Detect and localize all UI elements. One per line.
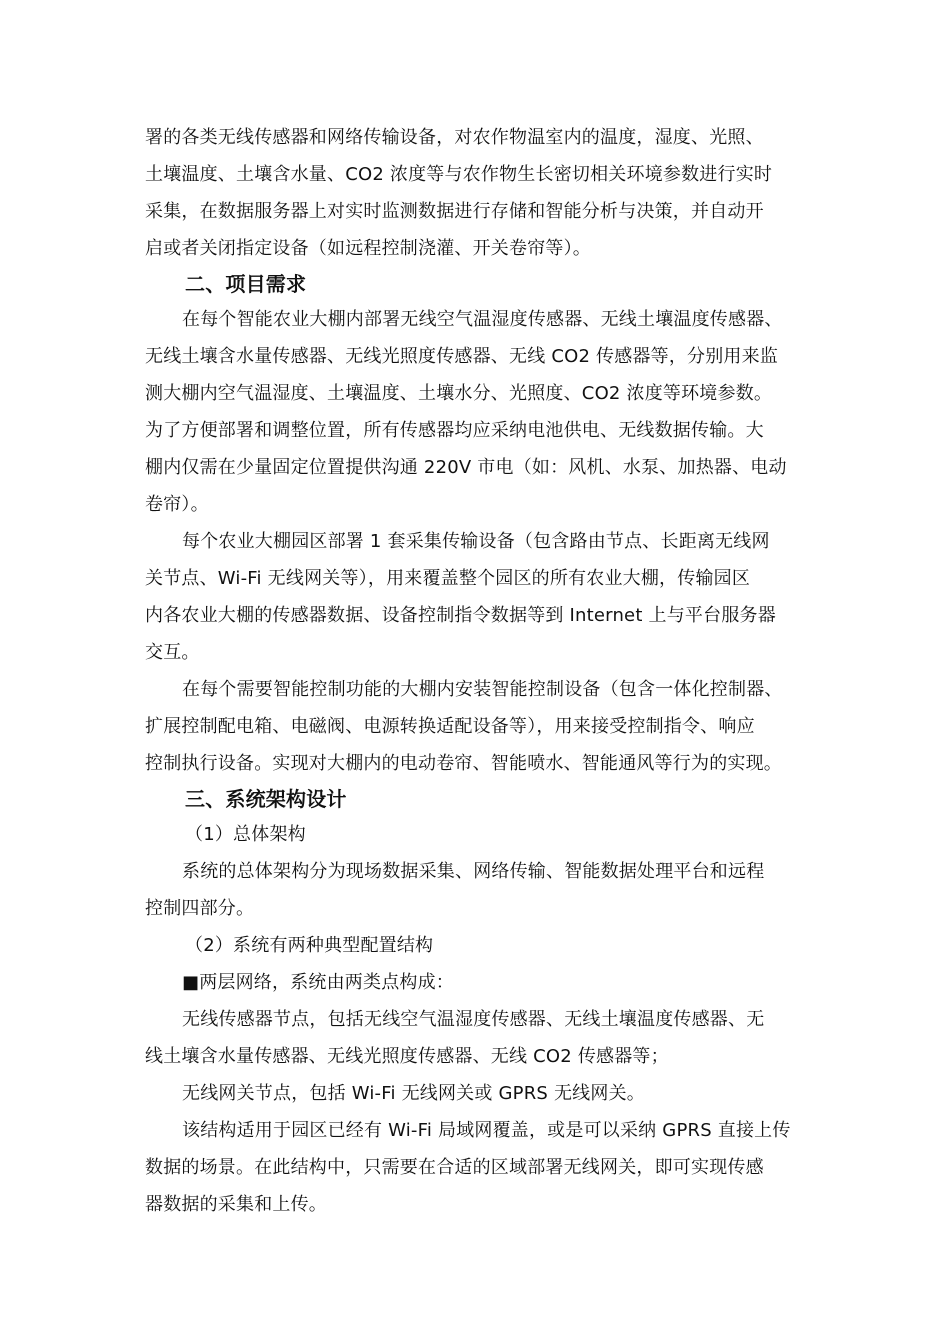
intro-line: 署的各类无线传感器和网络传输设备，对农作物温室内的温度，湿度、光照、 <box>145 127 764 148</box>
paragraph-line: 数据的场景。在此结构中，只需要在合适的区域部署无线网关，即可实现传感 <box>145 1157 764 1178</box>
paragraph-line: 线土壤含水量传感器、无线光照度传感器、无线 CO2 传感器等； <box>145 1046 669 1067</box>
paragraph-line: 在每个需要智能控制功能的大棚内安装智能控制设备（包含一体化控制器、 <box>182 679 783 700</box>
intro-line: 土壤温度、土壤含水量、CO2 浓度等与农作物生长密切相关环境参数进行实时 <box>145 164 773 185</box>
paragraph-line: 器数据的采集和上传。 <box>145 1194 327 1215</box>
subheading-config: （2）系统有两种典型配置结构 <box>185 935 434 956</box>
section-heading-requirements: 二、项目需求 <box>185 272 307 296</box>
paragraph-line: 控制四部分。 <box>145 898 255 919</box>
paragraph-line: 棚内仅需在少量固定位置提供沟通 220V 市电（如：风机、水泵、加热器、电动 <box>145 457 787 478</box>
paragraph-line: 控制执行设备。实现对大棚内的电动卷帘、智能喷水、智能通风等行为的实现。 <box>145 753 782 774</box>
paragraph-line: 为了方便部署和调整位置，所有传感器均应采纳电池供电、无线数据传输。大 <box>145 420 764 441</box>
paragraph-line: 卷帘）。 <box>145 494 209 515</box>
paragraph-line: 测大棚内空气温湿度、土壤温度、土壤水分、光照度、CO2 浓度等环境参数。 <box>145 383 773 404</box>
paragraph-line: 系统的总体架构分为现场数据采集、网络传输、智能数据处理平台和远程 <box>182 861 765 882</box>
intro-line: 采集，在数据服务器上对实时监测数据进行存储和智能分析与决策，并自动开 <box>145 201 764 222</box>
document-page <box>145 119 813 1223</box>
paragraph-line: 每个农业大棚园区部署 1 套采集传输设备（包含路由节点、长距离无线网 <box>182 531 770 552</box>
paragraph-line: 无线网关节点，包括 Wi-Fi 无线网关或 GPRS 无线网关。 <box>182 1083 645 1104</box>
paragraph-line: 无线土壤含水量传感器、无线光照度传感器、无线 CO2 传感器等，分别用来监 <box>145 346 779 367</box>
paragraph-line: 该结构适用于园区已经有 Wi-Fi 局域网覆盖，或是可以采纳 GPRS 直接上传 <box>182 1120 791 1141</box>
paragraph-line: 无线传感器节点，包括无线空气温湿度传感器、无线土壤温度传感器、无 <box>182 1009 765 1030</box>
intro-line: 启或者关闭指定设备（如远程控制浇灌、开关卷帘等）。 <box>145 238 591 259</box>
paragraph-line: 扩展控制配电箱、电磁阀、电源转换适配设备等），用来接受控制指令、响应 <box>145 716 755 737</box>
paragraph-line: 在每个智能农业大棚内部署无线空气温湿度传感器、无线土壤温度传感器、 <box>182 309 783 330</box>
section-heading-architecture: 三、系统架构设计 <box>185 787 347 811</box>
subheading-overall: （1）总体架构 <box>185 824 306 845</box>
paragraph-line: 关节点、Wi-Fi 无线网关等），用来覆盖整个园区的所有农业大棚，传输园区 <box>145 568 751 589</box>
paragraph-line: 交互。 <box>145 642 200 663</box>
paragraph-line: 内各农业大棚的传感器数据、设备控制指令数据等到 Internet 上与平台服务器 <box>145 605 776 626</box>
bullet-line: ■两层网络，系统由两类点构成： <box>182 972 455 993</box>
